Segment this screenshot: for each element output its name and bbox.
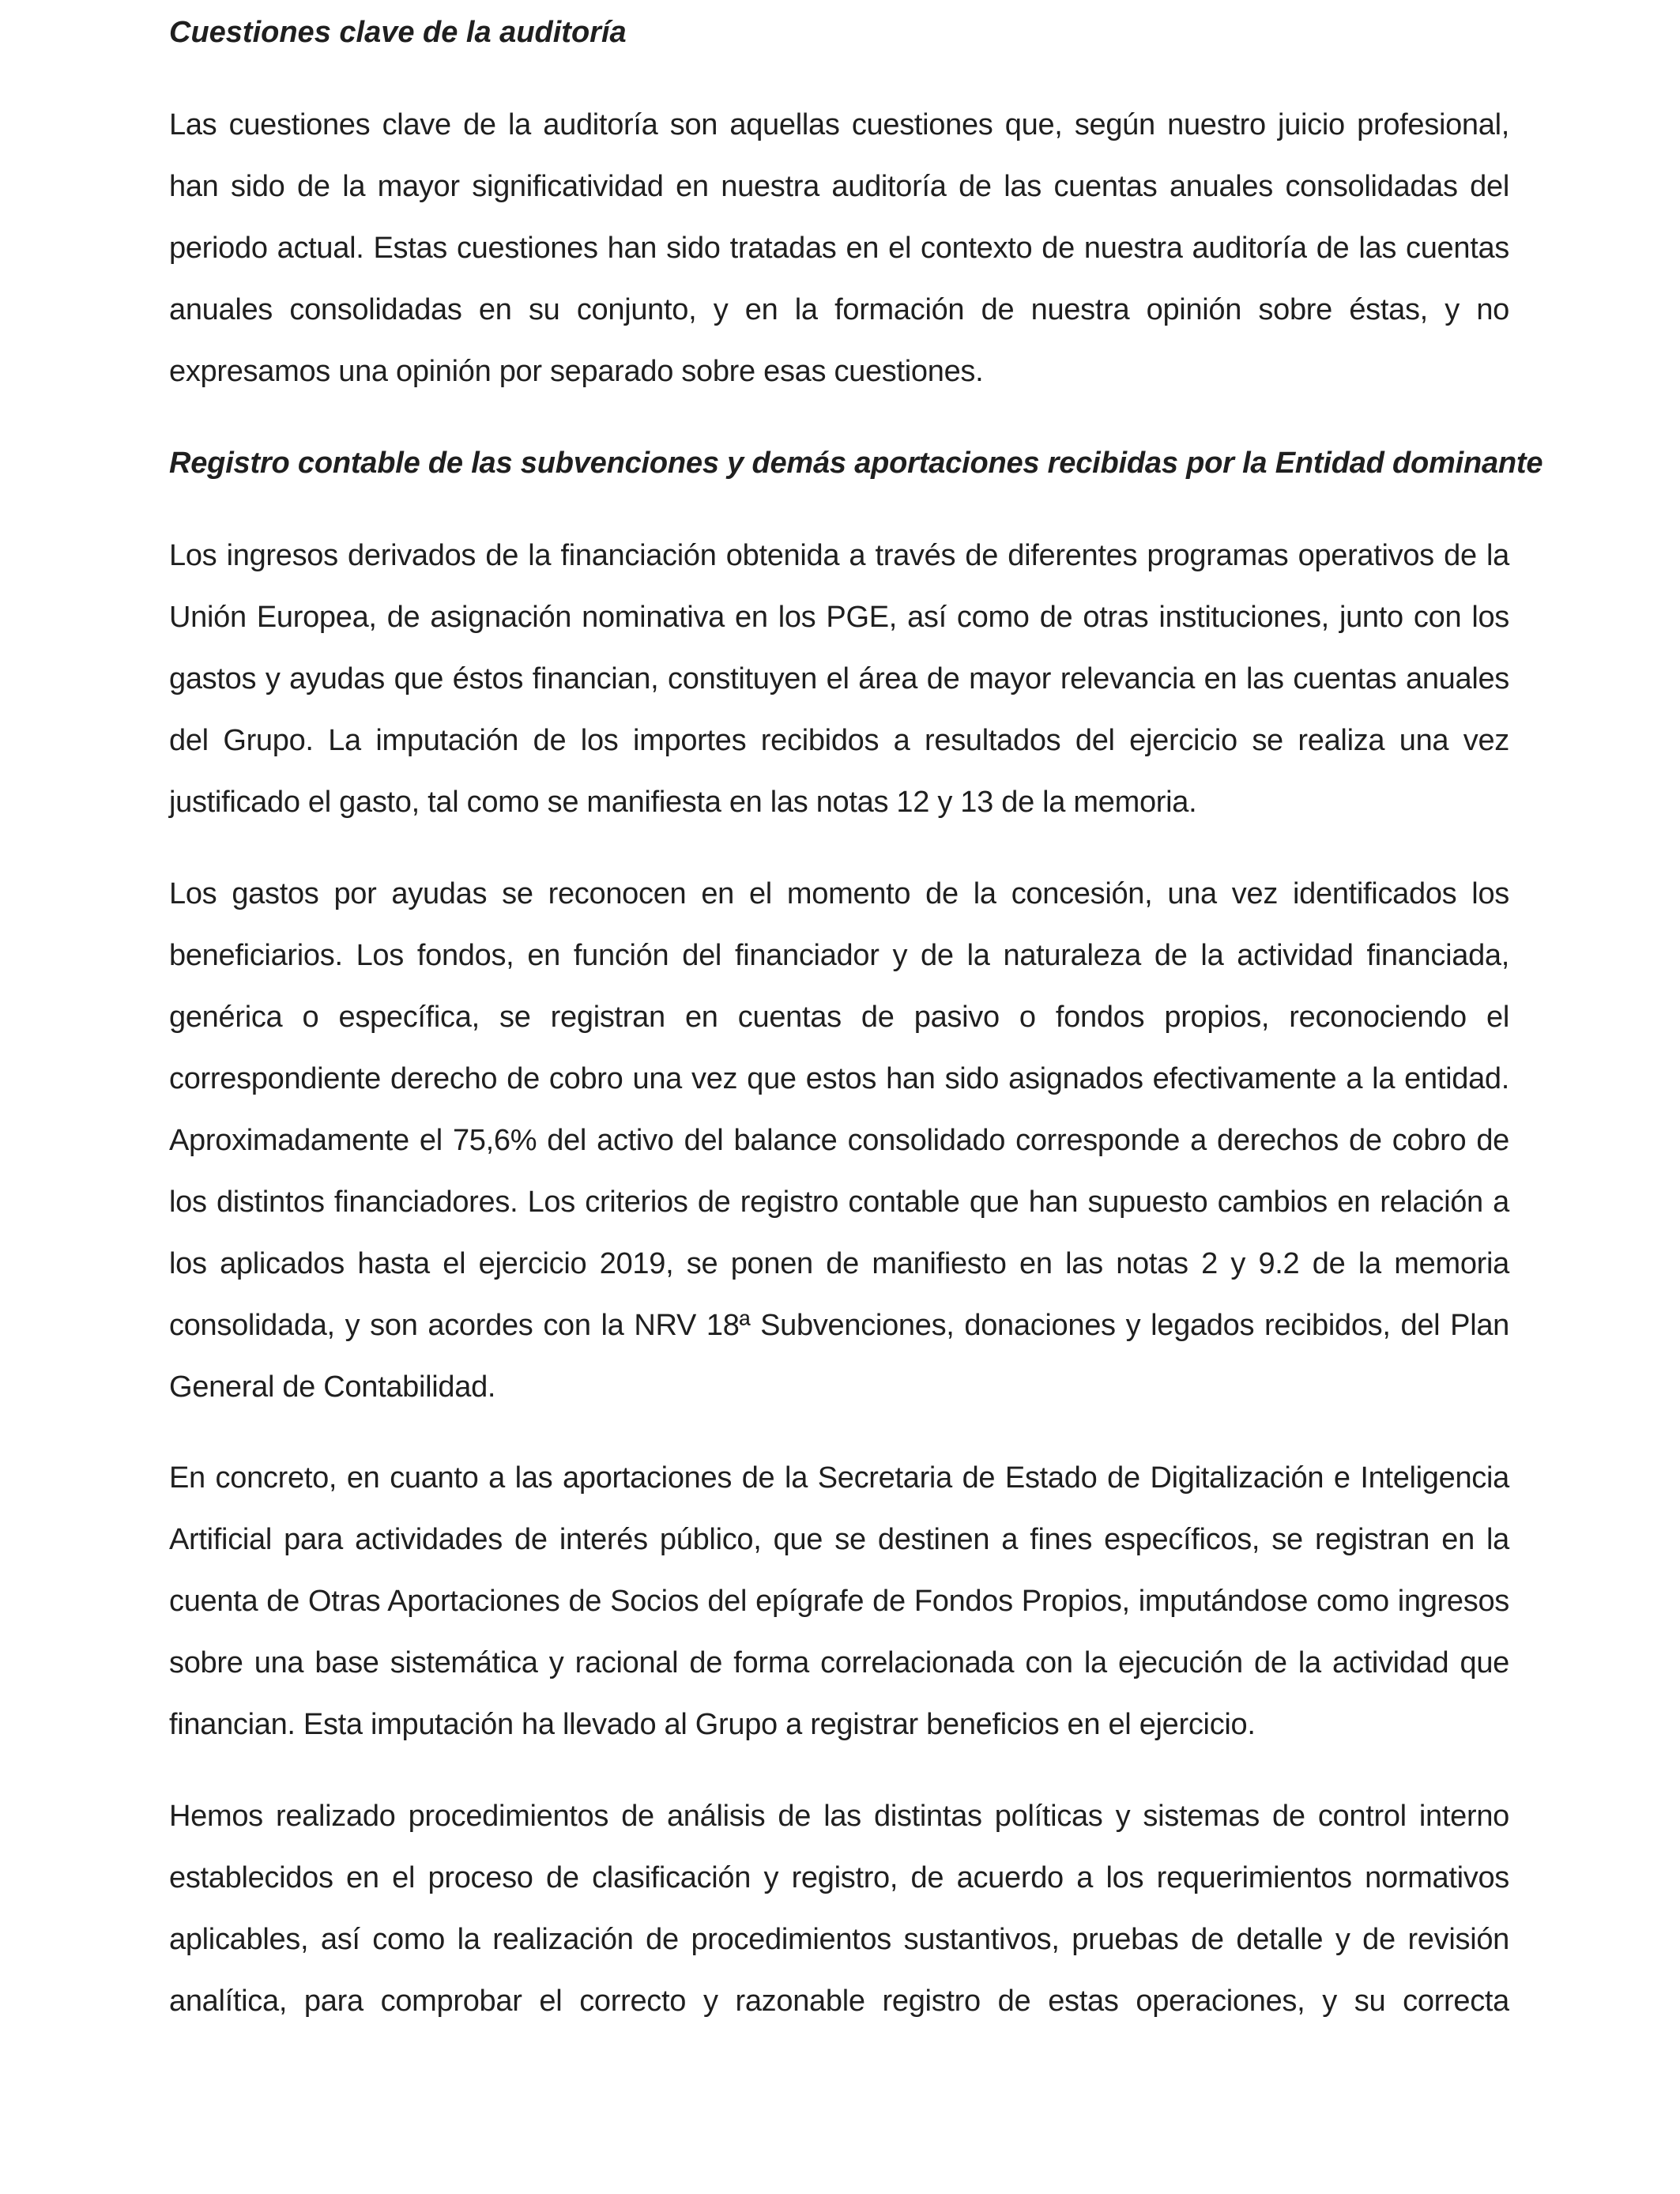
matter-paragraph-expenses: Los gastos por ayudas se reconocen en el momento de la concesión, una vez identificados los beneficiarios. Los fondos, en función del financiador y de la naturaleza de la actividad financiada, genérica o específica, se registran en cuentas de pasivo o fondos propios, reconociendo el correspondiente derecho de cobro una vez que estos han sido asignados efectivamente a la entidad. Aproximadamente el 75,6% del activo del balance consolidado corresponde a derechos de cobro de los distintos financiadores. Los criterios de registro contable que han supuesto cambios en relación a los aplicados hasta el ejercicio 2019, se ponen de manifiesto en las notas 2 y 9.2 de la memoria consolidada, y son acordes con la NRV 18ª Subvenciones, donaciones y legados recibidos, del Plan General de Contabilidad.	[169, 877, 1509, 1404]
section-heading: Cuestiones clave de la auditoría	[169, 16, 627, 49]
matter-subheading: Registro contable de las subvenciones y demás aportaciones recibidas por la Entidad dominante	[169, 447, 1543, 480]
matter-paragraph-contributions: En concreto, en cuanto a las aportaciones de la Secretaria de Estado de Digitalización e Inteligencia Artificial para actividades de interés público, que se destinen a fines específicos, se registran en la cuenta de Otras Aportaciones de Socios del epígrafe de Fondos Propios, imputándose como ingresos sobre una base sistemática y racional de forma correlacionada con la ejecución de la actividad que financian. Esta imputación ha llevado al Grupo a registrar beneficios en el ejercicio.	[169, 1461, 1509, 1741]
matter-paragraph-income: Los ingresos derivados de la financiación obtenida a través de diferentes programas operativos de la Unión Europea, de asignación nominativa en los PGE, así como de otras instituciones, junto con los gastos y ayudas que éstos financian, constituyen el área de mayor relevancia en las cuentas anuales del Grupo. La imputación de los importes recibidos a resultados del ejercicio se realiza una vez justificado el gasto, tal como se manifiesta en las notas 12 y 13 de la memoria.	[169, 539, 1509, 819]
intro-paragraph: Las cuestiones clave de la auditoría son aquellas cuestiones que, según nuestro juicio profesional, han sido de la mayor significatividad en nuestra auditoría de las cuentas anuales consolidadas del periodo actual. Estas cuestiones han sido tratadas en el contexto de nuestra auditoría de las cuentas anuales consolidadas en su conjunto, y en la formación de nuestra opinión sobre éstas, y no expresamos una opinión por separado sobre esas cuestiones.	[169, 108, 1509, 388]
matter-paragraph-procedures: Hemos realizado procedimientos de análisis de las distintas políticas y sistemas de control interno establecidos en el proceso de clasificación y registro, de acuerdo a los requerimientos normativos aplicables, así como la realización de procedimientos sustantivos, pruebas de detalle y de revisión analítica, para comprobar el correcto y razonable registro de estas operaciones, y su correcta	[169, 1800, 1509, 2018]
